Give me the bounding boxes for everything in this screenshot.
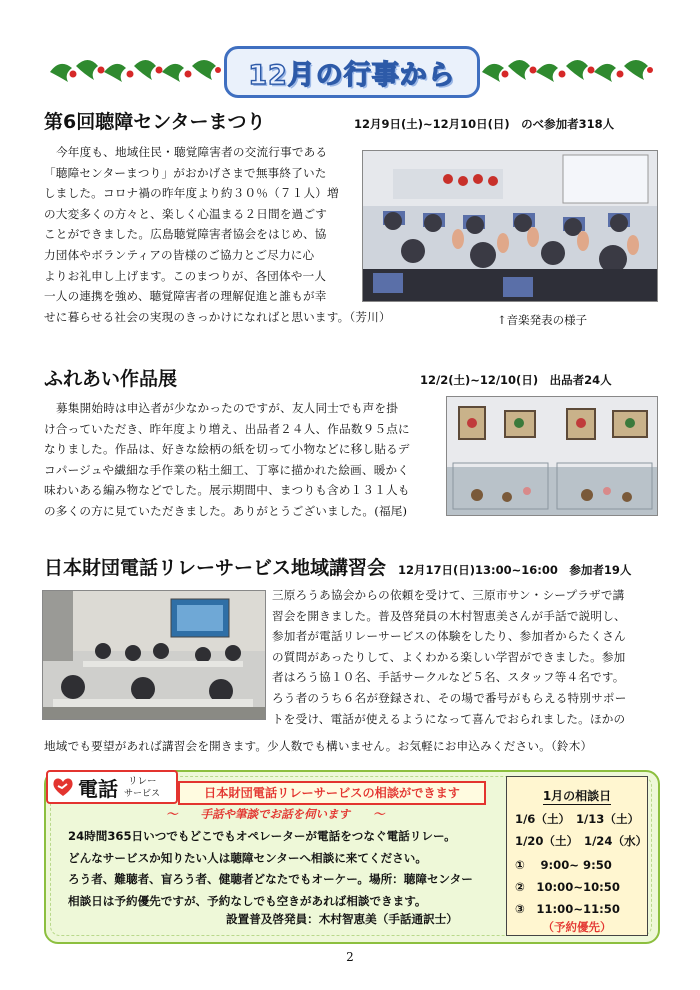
schedule-slot-3: ③ 11:00~11:50: [515, 902, 620, 916]
text-line: の質問があったりして、よくわかる楽しい学習ができました。参加: [272, 649, 626, 664]
schedule-slot-2: ② 10:00~10:50: [515, 880, 620, 894]
schedule-title: [507, 787, 647, 804]
text-line: ことができました。広島聴覚障害者協会をはじめ、協: [44, 227, 327, 242]
logo-main-text: 電話: [78, 777, 118, 801]
text-line: ろう者のうち６名が登録され、その場で番号がもらえる特別サポー: [272, 690, 627, 705]
january-schedule-box: [506, 776, 648, 936]
page-title-box: [224, 46, 480, 98]
section2-info: 12/2(土)~12/10(日) 出品者24人: [420, 373, 612, 387]
text-line: 参加者が電話リレーサービスの体験をしたり、参加者からたくさん: [272, 629, 626, 644]
text-line: なりました。作品は、好きな絵柄の紙を切って小物などに移し貼るデ: [44, 442, 410, 457]
schedule-dates-row1: 1/6（土） 1/13（土）: [515, 812, 640, 826]
text-line: ろう者、難聴者、盲ろう者、健聴者どなたでもオーケー。場所：聴障センター: [68, 872, 473, 886]
consultation-subtitle: ～ 手話や筆談でお話を伺います ～: [166, 807, 385, 821]
text-line: 力団体やボランティアの皆様のご協力とご尽力に心: [44, 247, 315, 262]
section3-title: 日本財団電話リレーサービス地域講習会: [44, 557, 387, 579]
text-line: しました。コロナ禍の昨年度より約３０％（７１人）増: [44, 186, 339, 201]
text-line: の多くの方に見ていただきました。ありがとうございました。(福尾): [44, 503, 408, 518]
page-title: 12月の行事から: [248, 59, 456, 91]
logo-sub-text-1: リレー: [128, 776, 157, 787]
text-line: トを受け、電話が使えるようになって喜んでおられました。ほかの: [272, 711, 626, 726]
schedule-dates-row2: 1/20（土） 1/24（水）: [515, 834, 648, 848]
section3-last-line: 地域でも要望があれば講習会を開きます。少人数でも構いません。お気軽にお申込みください。（鈴木）: [44, 739, 593, 753]
text-line: 三原ろうあ協会からの依頼を受けて、三原市サン・シープラザで講: [272, 588, 625, 602]
section1-last-line: せに暮らせる社会の実現のきっかけになればと思います。（芳川）: [44, 310, 391, 324]
schedule-slot-1: ① 9:00~ 9:50: [515, 858, 612, 872]
text-line: どんなサービスか知りたい人は聴障センターへ相談に来てください。: [68, 850, 427, 865]
text-line: 味わいある編み物などでした。展示期間中、まつりも含め１３１人も: [44, 483, 410, 498]
text-line: よりお礼申し上げます。このまつりが、各団体や一人: [44, 268, 327, 283]
text-line: 一人の連携を強め、聴覚障害者の理解促進と誰もが幸: [44, 289, 327, 304]
page-number: 2: [346, 950, 354, 964]
seminar-photo: [42, 590, 266, 720]
heart-hands-icon: [51, 775, 75, 799]
section3-info: 12月17日(日)13:00~16:00 参加者19人: [398, 563, 632, 577]
holly-garland-left: [46, 52, 222, 86]
section1-info: 12月9日(土)~12月10日(日) のべ参加者318人: [354, 117, 615, 131]
relay-service-logo: [46, 770, 178, 804]
text-line: 習会を開きました。普及啓発員の木村智恵美さんが手話で説明し、: [272, 608, 626, 623]
artwork-exhibition-photo: [446, 396, 658, 516]
text-line: 相談日は予約優先ですが、予約なしでも空きがあれば相談できます。: [68, 893, 427, 908]
schedule-title-text: 1月の相談日: [542, 789, 612, 803]
section2-body: [44, 398, 444, 522]
consultation-banner: 日本財団電話リレーサービスの相談ができます: [178, 781, 486, 805]
section1-body: [44, 142, 360, 307]
consultation-staff: 設置普及啓発員：木村智恵美（手話通訳士）: [226, 912, 458, 926]
logo-sub-text-2: サービス: [124, 789, 161, 799]
text-line: け合っていただき、昨年度より増え、出品者２４人、作品数９５点に: [44, 421, 410, 436]
schedule-note: （予約優先）: [542, 920, 612, 934]
text-line: 「聴障センターまつり」がおかげさまで無事終了いた: [44, 165, 327, 180]
text-line: 今年度も、地域住民・聴覚障害者の交流行事である: [56, 145, 328, 159]
text-line: コパージュや繊細な手作業の粘土細工、丁寧に描かれた絵画、暖かく: [44, 462, 410, 477]
consultation-text: [68, 826, 473, 912]
section1-title: 第6回聴障センターまつり: [44, 111, 266, 133]
section3-body: [272, 585, 658, 729]
text-line: の大変多くの方々と、楽しく心温まる２日間を過ごす: [44, 206, 328, 221]
section2-title: ふれあい作品展: [44, 368, 178, 390]
music-performance-photo: [362, 150, 658, 302]
photo1-caption: ↑音楽発表の様子: [497, 313, 588, 327]
text-line: 24時間365日いつでもどこでもオペレーターが電話をつなぐ電話リレー。: [68, 829, 456, 843]
text-line: 募集開始時は申込者が少なかったのですが、友人同士でも声を掛: [56, 401, 399, 415]
holly-garland-right: [478, 52, 654, 86]
text-line: 者はろう協１０名、手話サークルなど５名、スタッフ等４名です。: [272, 670, 625, 685]
